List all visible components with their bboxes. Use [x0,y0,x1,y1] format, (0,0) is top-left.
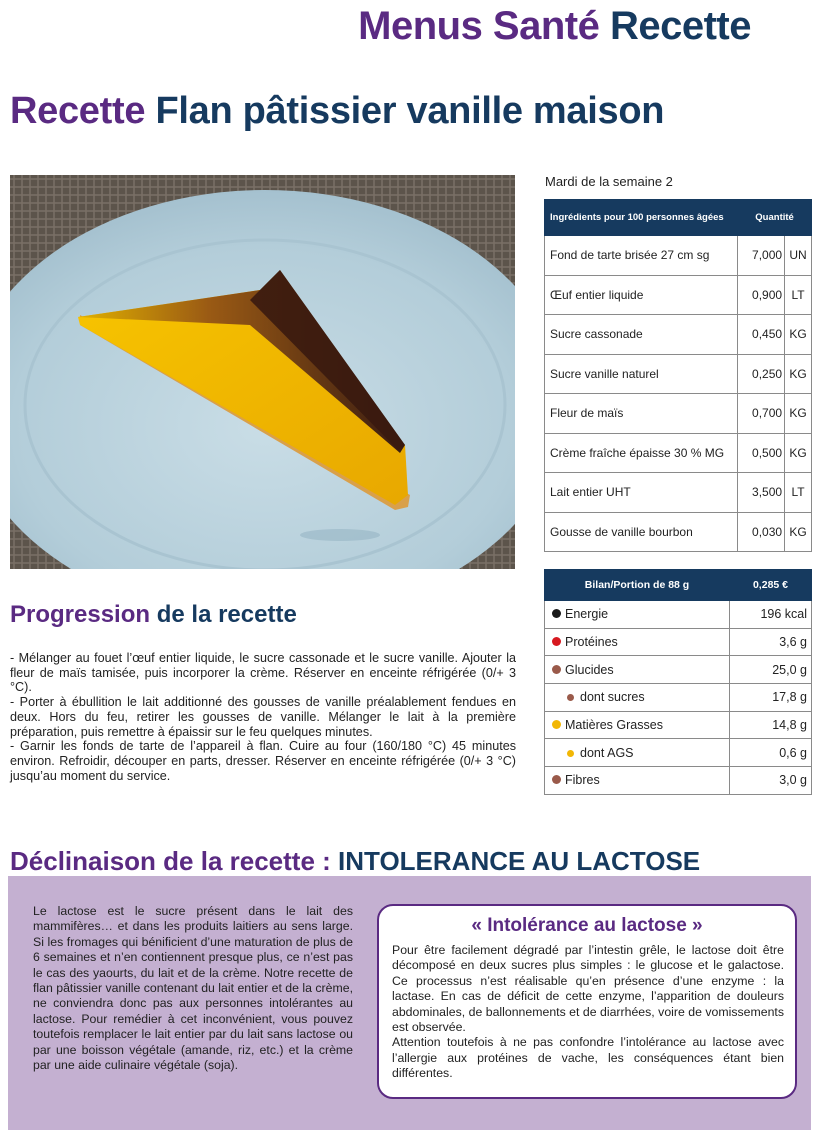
declinaison-title [10,846,700,877]
ingredient-value: 7,000 [738,236,785,276]
progression-step: - Porter à ébullition le lait additionné des gousses de vanille préalablement fendues en deux. Hors du feu, retirer les gousses de vanille. Mélanger le lait à la première préparation, puis remettre à épaissir sur le feu quelques minutes. [10,695,516,739]
site-header-title [358,4,751,49]
nutrient-name: Fibres [565,773,600,788]
ingredient-value: 0,900 [738,275,785,315]
table-row [545,711,812,739]
ingredient-unit: KG [785,512,812,552]
ingredient-name: Crème fraîche épaisse 30 % MG [545,433,738,473]
recipe-title-name: Flan pâtissier vanille maison [155,90,665,132]
ingredient-value: 3,500 [738,473,785,513]
ingredient-name: Fond de tarte brisée 27 cm sg [545,236,738,276]
day-label: Mardi de la semaine 2 [545,174,673,189]
ingredient-name: Sucre cassonade [545,315,738,355]
ingredients-header-qty: Quantité [738,200,812,236]
declinaison-text: Le lactose est le sucre présent dans le lait des mammifères… et dans les produits laitiers au sens large. Si les fromages qui bénificient d’une maturation de plus de 6 semaines et n’en contiennent presque plus, ce n’est pas le cas des yaourts, du lait et de la crème. Notre recette de flan pâtissier vanille contenant du lait entier et de la crème, ne conviendra donc pas aux personnes intolérantes au lactose. Pour remédier à cet inconvénient, vous pouvez toutefois remplacer le lait entier par du lait sans lactose ou par une boisson végétale (amande, riz, etc.) et la crème par une aide culinaire végétale (soja). [33,904,353,1073]
ingredient-name: Fleur de maïs [545,394,738,434]
nutrient-value: 14,8 g [730,711,812,739]
ingredient-name: Lait entier UHT [545,473,738,513]
table-row [545,354,812,394]
table-row [545,315,812,355]
recipe-title [10,90,664,133]
fibre-dot-icon [552,775,561,784]
ingredient-value: 0,450 [738,315,785,355]
table-row [545,656,812,684]
recipe-title-prefix: Recette [10,90,146,132]
progression-step: - Garnir les fonds de tarte de l’appareil à flan. Cuire au four (160/180 °C) 45 minutes environ. Refroidir, découper en parts, dresser. Réserver en enceinte réfrigérée (0/+ 3 °C) jusqu’au moment du service. [10,739,516,783]
ingredient-unit: LT [785,275,812,315]
declinaison-title-part2: INTOLERANCE AU LACTOSE [338,846,701,876]
ingredients-table [544,199,812,552]
ingredient-name: Gousse de vanille bourbon [545,512,738,552]
nutrient-value: 17,8 g [730,684,812,712]
ingredient-value: 0,030 [738,512,785,552]
nutrient-value: 3,6 g [730,628,812,656]
ingredient-name: Sucre vanille naturel [545,354,738,394]
info-box-title: « Intolérance au lactose » [471,915,703,936]
table-row [545,739,812,767]
ingredient-unit: LT [785,473,812,513]
table-row [545,275,812,315]
ingredient-unit: KG [785,315,812,355]
header-section: Recette [609,4,751,48]
nutrient-name: dont AGS [580,745,634,760]
ingredient-value: 0,250 [738,354,785,394]
declinaison-title-part1: Déclinaison de la recette : [10,846,331,876]
progression-step: - Mélanger au fouet l’œuf entier liquide, le sucre cassonade et le sucre vanille. Ajouter la fleur de maïs tamisée, puis incorporer la crème. Réserver en enceinte réfrigérée (0/+ 3 °C). [10,651,516,695]
ingredient-value: 0,700 [738,394,785,434]
sugars-dot-icon [567,694,574,701]
progression-title-part2: de la recette [156,601,297,628]
ingredient-unit: KG [785,354,812,394]
progression-title [10,601,297,629]
nutrient-name: Glucides [565,662,614,677]
carbs-dot-icon [552,665,561,674]
nutrient-name: Energie [565,607,609,622]
ingredient-unit: UN [785,236,812,276]
nutrition-header-row [545,570,812,601]
nutrient-value: 0,6 g [730,739,812,767]
table-row [545,767,812,795]
table-row [545,601,812,629]
table-row [545,394,812,434]
table-row [545,512,812,552]
ingredient-name: Œuf entier liquide [545,275,738,315]
progression-title-part1: Progression [10,601,151,628]
fat-dot-icon [552,720,561,729]
table-row [545,684,812,712]
ingredients-header-row [545,200,812,236]
nutrition-header-price: 0,285 € [730,570,812,601]
info-box-text [392,943,784,1082]
energy-dot-icon [552,609,561,618]
nutrition-header-name: Bilan/Portion de 88 g [545,570,730,601]
progression-steps [10,651,516,783]
ingredient-unit: KG [785,394,812,434]
saturated-fat-dot-icon [567,750,574,757]
nutrient-value: 196 kcal [730,601,812,629]
info-paragraph: Attention toutefois à ne pas confondre l’intolérance au lactose avec l’allergie aux protéines de vache, les conséquences étant bien différentes. [392,1035,784,1081]
nutrient-name: Matières Grasses [565,718,663,733]
ingredients-header-name: Ingrédients pour 100 personnes âgées [545,200,738,236]
nutrient-name: Protéines [565,635,618,650]
nutrition-table [544,569,812,795]
ingredient-unit: KG [785,433,812,473]
header-brand: Menus Santé [358,4,600,48]
nutrient-value: 3,0 g [730,767,812,795]
proteins-dot-icon [552,637,561,646]
info-paragraph: Pour être facilement dégradé par l’intestin grêle, le lactose doit être décomposé en deux sucres plus simples : le glucose et le galactose. Ce processus n’est réalisable qu’en présence d’une enzyme : la lactase. En cas de déficit de cette enzyme, l’apparition de douleurs abdominales, de ballonnements et de diarrhées, voire de vomissements est observée. [392,943,784,1035]
lactose-info-box [377,904,797,1099]
table-row [545,433,812,473]
table-row [545,236,812,276]
flan-slice-photo [10,175,515,569]
ingredient-value: 0,500 [738,433,785,473]
nutrient-value: 25,0 g [730,656,812,684]
table-row [545,628,812,656]
nutrient-name: dont sucres [580,690,645,705]
table-row [545,473,812,513]
